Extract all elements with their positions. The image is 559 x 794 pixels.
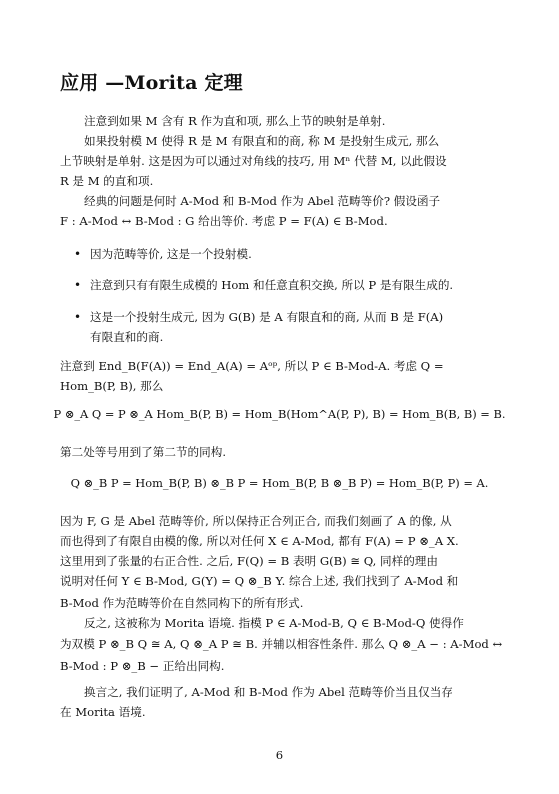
text-line: 经典的问题是何时 A-Mod 和 B-Mod 作为 Abel 范畴等价? 假设函子 [84, 194, 441, 208]
text-line: 在 Morita 语境. [60, 705, 146, 719]
text-line: 换言之, 我们证明了, A-Mod 和 B-Mod 作为 Abel 范畴等价当且仅当存 [84, 685, 453, 699]
bullet-item: 这是一个投射生成元, 因为 G(B) 是 A 有限直和的商, 从而 B 是 F(A) [90, 310, 444, 324]
bullet-item: 注意到只有有限生成模的 Hom 和任意直积交换, 所以 P 是有限生成的. [90, 278, 454, 292]
text-line: F : A-Mod ↔ B-Mod : G 给出等价. 考虑 P = F(A) ∈ B-Mod. [60, 214, 388, 228]
text-line: 第二处等号用到了第二节的同构. [60, 445, 226, 459]
text-line: 说明对任何 Y ∈ B-Mod, G(Y) = Q ⊗_B Y. 综合上述, 我们找到了 A-Mod 和 [60, 574, 459, 588]
text-line: 如果投射模 M 使得 R 是 M 有限直和的商, 称 M 是投射生成元, 那么 [84, 134, 440, 148]
bullet-item-continuation: 有限直和的商. [90, 330, 164, 344]
text-line: 上节映射是单射. 这是因为可以通过对角线的技巧, 用 Mⁿ 代替 M, 以此假设 [60, 154, 447, 168]
text-line: 因为 F, G 是 Abel 范畴等价, 所以保持正合列正合, 而我们刻画了 A 的像, 从 [60, 514, 452, 528]
equation-2: Q ⊗_B P = Hom_B(P, B) ⊗_B P = Hom_B(P, B ⊗_B P) = Hom_B(P, P) = A. [70, 476, 489, 490]
text-line: 注意到如果 M 含有 R 作为直和项, 那么上节的映射是单射. [84, 114, 386, 128]
text-line: B-Mod : P ⊗_B − 正给出同构. [60, 659, 225, 673]
bullet-marker: • [74, 278, 82, 292]
section-title: 应用 —Morita 定理 [60, 72, 243, 94]
text-line: Hom_B(P, B), 那么 [60, 379, 164, 393]
text-line: B-Mod 作为范畴等价在自然同构下的所有形式. [60, 596, 304, 610]
equation-1: P ⊗_A Q = P ⊗_A Hom_B(P, B) = Hom_B(Hom^A(P, P), B) = Hom_B(B, B) = B. [53, 407, 506, 421]
text-line: 这里用到了张量的右正合性. 之后, F(Q) = B 表明 G(B) ≅ Q, 同样的理由 [60, 554, 438, 568]
text-line: 而也得到了有限自由模的像, 所以对任何 X ∈ A-Mod, 都有 F(A) = P ⊗_A X. [60, 534, 459, 548]
text-line: 为双模 P ⊗_B Q ≅ A, Q ⊗_A P ≅ B. 并辅以相容性条件. 那么 Q ⊗_A − : A-Mod ↔ [60, 637, 503, 651]
text-line: 注意到 End_B(F(A)) = End_A(A) = Aᵒᵖ, 所以 P ∈ B-Mod-A. 考虑 Q = [60, 359, 444, 373]
text-line: 反之, 这被称为 Morita 语境. 指模 P ∈ A-Mod-B, Q ∈ B-Mod-Q 使得作 [84, 616, 464, 630]
bullet-item: 因为范畴等价, 这是一个投射模. [90, 247, 252, 261]
text-line: R 是 M 的直和项. [60, 174, 154, 188]
bullet-marker: • [74, 310, 82, 324]
page-number: 6 [275, 748, 284, 762]
bullet-marker: • [74, 247, 82, 261]
